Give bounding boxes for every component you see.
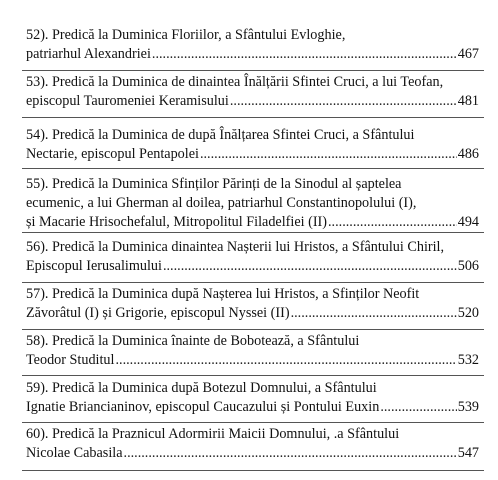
entry-divider [22,470,484,471]
toc-entry-59 [26,379,479,417]
toc-entry-title-line: ecumenic, a lui Gherman al doilea, patriarhul Constantinopolului (I), [26,195,417,211]
dot-leader [115,351,456,370]
toc-entry-title-end: Nicolae Cabasila [26,445,123,461]
toc-entry-last-line [26,145,479,164]
entry-divider [22,282,484,283]
entry-divider [22,375,484,376]
toc-entry-52 [26,26,479,64]
dot-leader [230,92,457,111]
toc-entry-title-end: și Macarie Hrisochefalul, Mitropolitul Filadelfiei (II) [26,214,327,230]
toc-entry-title-line: 58). Predică la Duminica înainte de Bobotează, a Sfântului [26,333,360,349]
toc-entry-53 [26,73,479,111]
toc-page-number: 506 [457,258,479,274]
toc-entry-last-line [26,304,479,323]
toc-entry-56 [26,238,479,276]
entry-divider [22,329,484,330]
dot-leader [200,145,457,164]
dot-leader [152,45,457,64]
toc-entry-60 [26,425,479,463]
toc-entry-last-line [26,351,479,370]
toc-entry-title-line: 53). Predică la Duminica de dinaintea Înălțării Sfintei Cruci, a lui Teofan, [26,74,444,90]
toc-entry-title-end: Zăvorâtul (I) și Grigorie, episcopul Nyssei (II) [26,305,290,321]
dot-leader [163,257,457,276]
toc-entry-title-line: 59). Predică la Duminica după Botezul Domnului, a Sfântului [26,380,377,396]
toc-entry-title-line: 60). Predică la Praznicul Adormirii Maicii Domnului, .a Sfântului [26,426,400,442]
toc-entry-last-line [26,92,479,111]
toc-entry-title-line: 57). Predică la Duminica după Nașterea lui Hristos, a Sfinților Neofit [26,286,420,302]
toc-entry-last-line [26,213,479,232]
toc-entry-last-line [26,444,479,463]
toc-entry-title-end: Teodor Studitul [26,352,115,368]
toc-page-number: 532 [457,352,479,368]
dot-leader [291,304,457,323]
toc-entry-title-line: 56). Predică la Duminica dinaintea Nașterii lui Hristos, a Sfântului Chiril, [26,239,445,255]
toc-entry-title-line: 55). Predică la Duminica Sfinților Părinți de la Sinodul al șaptelea [26,176,402,192]
toc-entry-55 [26,175,479,232]
dot-leader [380,398,456,417]
toc-entry-58 [26,332,479,370]
toc-entry-title-end: Ignatie Briancianinov, episcopul Caucazului și Pontului Euxin [26,399,380,415]
entry-divider [22,232,484,233]
toc-entry-title-line: 54). Predică la Duminica de după Înălțarea Sfintei Cruci, a Sfântului [26,127,415,143]
toc-entry-title-end: episcopul Tauromeniei Keramisului [26,93,229,109]
toc-page-number: 547 [457,445,479,461]
toc-entry-54 [26,126,479,164]
dot-leader [328,213,457,232]
toc-entry-last-line [26,257,479,276]
toc-entry-57 [26,285,479,323]
toc-entry-title-end: Episcopul Ierusalimului [26,258,162,274]
toc-entry-title-line: 52). Predică la Duminica Floriilor, a Sfântului Evloghie, [26,27,346,43]
toc-entry-last-line [26,45,479,64]
toc-page-number: 486 [457,146,479,162]
toc-entry-last-line [26,398,479,417]
toc-entry-title-end: patriarhul Alexandriei [26,46,151,62]
dot-leader [124,444,457,463]
toc-entry-title-end: Nectarie, episcopul Pentapolei [26,146,199,162]
entry-divider [22,168,484,169]
entry-divider [22,117,484,118]
entry-divider [22,70,484,71]
toc-page-number: 467 [457,46,479,62]
toc-page-number: 481 [457,93,479,109]
toc-page-number: 520 [457,305,479,321]
entry-divider [22,422,484,423]
toc-page-number: 539 [457,399,479,415]
toc-page-number: 494 [457,214,479,230]
